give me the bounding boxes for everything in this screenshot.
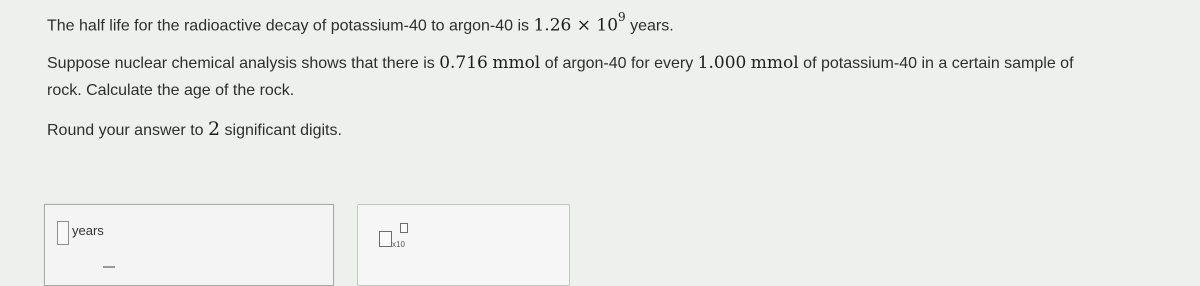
question-line-analysis	[47, 53, 1074, 74]
answer-panel	[44, 204, 334, 286]
times-sign: ×	[571, 15, 597, 36]
question-line-task	[47, 81, 294, 101]
divider	[103, 266, 115, 268]
question-text: Suppose nuclear chemical analysis shows that there is	[47, 55, 440, 72]
potassium-amount: 1.000	[697, 53, 747, 73]
scientific-notation-button[interactable]	[377, 220, 413, 250]
half-life-unit: years.	[625, 17, 674, 35]
question-text: of argon-40 for every	[540, 55, 698, 72]
amount-unit: mmol	[492, 53, 541, 73]
amount-unit: mmol	[750, 53, 799, 73]
question-text: significant digits.	[220, 122, 342, 139]
question-line-half-life	[47, 10, 674, 36]
question-text: of potassium-40 in a certain sample of	[798, 55, 1074, 72]
argon-amount: 0.716	[439, 53, 488, 73]
question-text: Round your answer to	[47, 122, 208, 139]
sci-x10-label: x10	[392, 240, 405, 249]
sci-base-box-icon	[379, 231, 392, 247]
significant-digits-count: 2	[207, 118, 221, 140]
answer-input[interactable]	[57, 221, 69, 245]
question-text: rock. Calculate the age of the rock.	[47, 82, 295, 99]
math-tools-panel	[357, 204, 570, 286]
power-exponent: 9	[618, 10, 626, 24]
question-line-rounding	[47, 119, 342, 141]
sci-exponent-box-icon	[400, 223, 408, 233]
power-base: 10	[596, 15, 619, 36]
half-life-mantissa: 1.26	[533, 15, 572, 36]
answer-unit-label: years	[72, 223, 104, 238]
question-text: The half life for the radioactive decay of potassium-40 to argon-40 is	[47, 17, 534, 35]
